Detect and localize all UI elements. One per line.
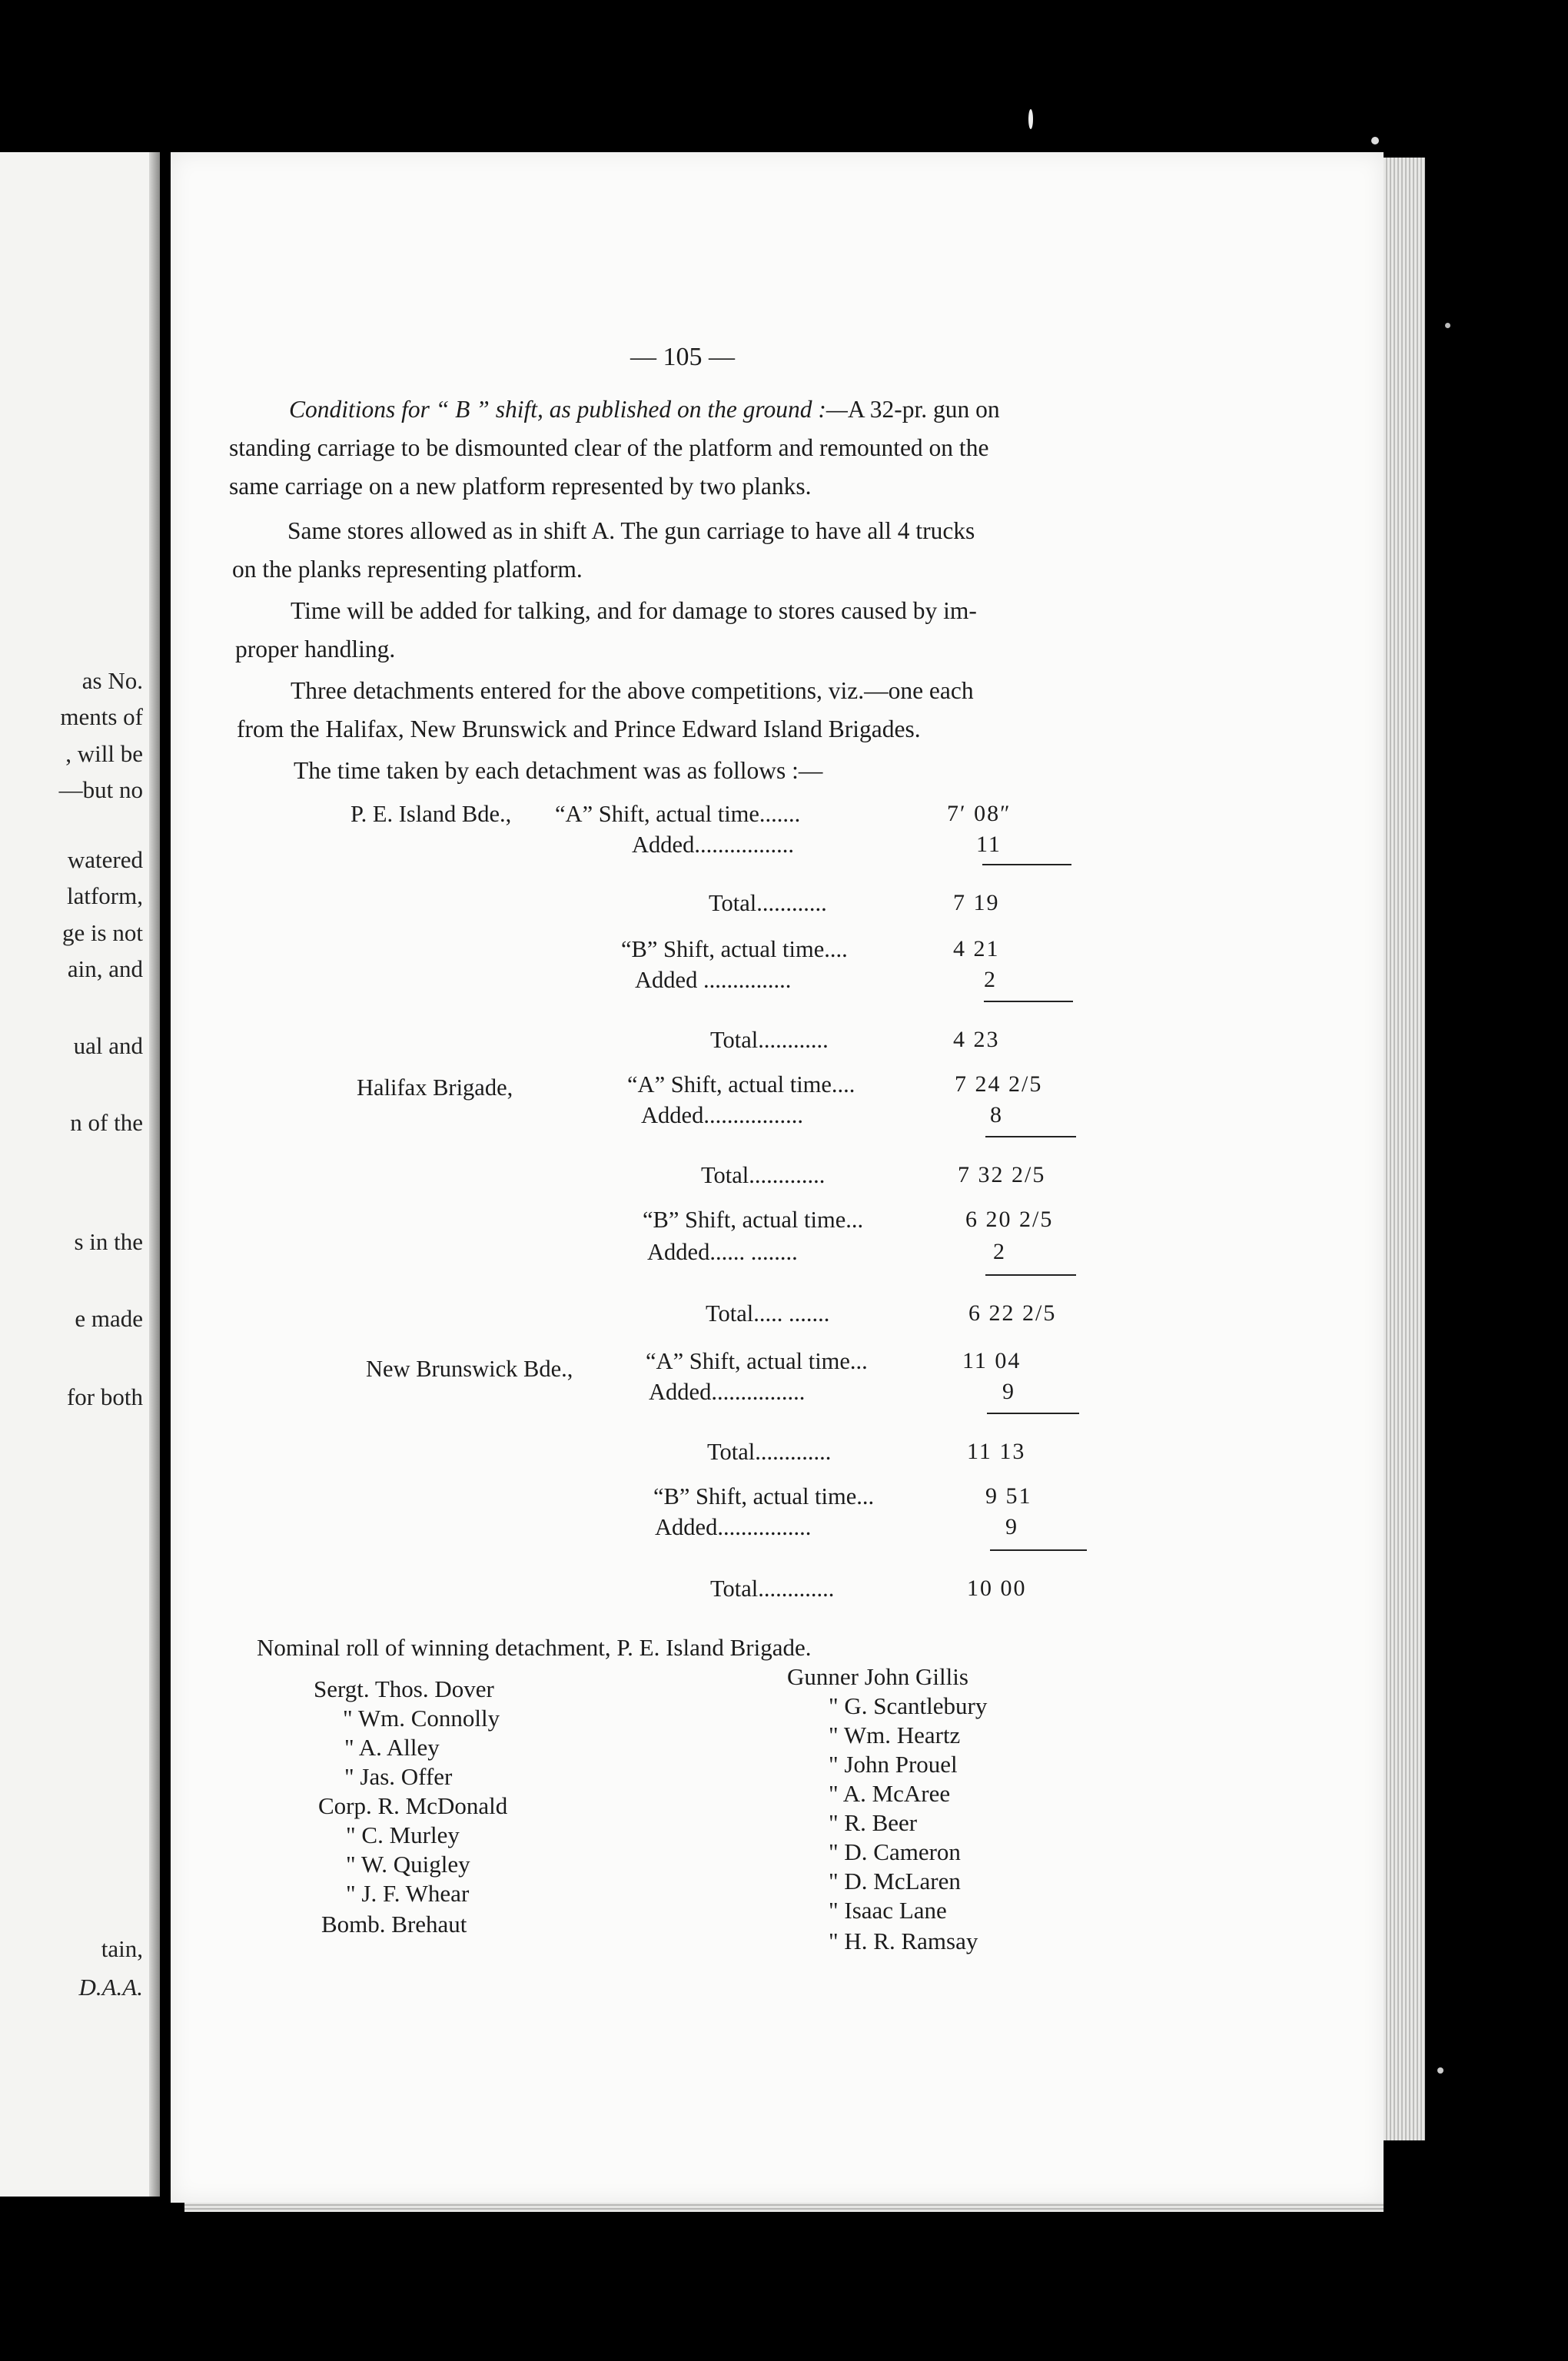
roll-entry: " G. Scantlebury <box>829 1692 988 1719</box>
scan-speck <box>1445 323 1450 328</box>
row-value: 11 13 <box>967 1439 1026 1464</box>
paragraph-line: on the planks representing platform. <box>232 556 583 583</box>
left-fragment-line: , will be <box>65 740 143 767</box>
roll-entry: " W. Quigley <box>346 1851 470 1878</box>
roll-entry: " C. Murley <box>346 1821 460 1848</box>
brigade-name: Halifax Brigade, <box>357 1074 513 1101</box>
row-value: 9 <box>1002 1379 1015 1404</box>
paragraph-line: from the Halifax, New Brunswick and Prince Edward Island Brigades. <box>237 716 921 742</box>
paragraph-line: The time taken by each detachment was as follows :— <box>294 757 823 784</box>
left-fragment-line: ain, and <box>67 955 143 982</box>
brigade-name: New Brunswick Bde., <box>366 1356 573 1382</box>
row-label: Total..... ....... <box>706 1300 830 1327</box>
sum-rule <box>985 1136 1076 1137</box>
roll-entry: " D. McLaren <box>829 1868 961 1894</box>
left-fragment-line: ual and <box>73 1032 143 1059</box>
left-fragment-line: for both <box>66 1383 143 1410</box>
roll-entry: " Jas. Offer <box>344 1763 453 1790</box>
left-page-fragment <box>0 152 160 2197</box>
row-label: “A” Shift, actual time....... <box>555 801 801 827</box>
row-value: 8 <box>990 1102 1003 1127</box>
left-fragment-line: watered <box>67 846 143 873</box>
roll-entry: " A. Alley <box>344 1734 440 1761</box>
row-value: 4 21 <box>953 936 1000 961</box>
scan-speck <box>1437 2067 1443 2074</box>
row-label: Added................. <box>632 832 794 858</box>
row-label: Added................ <box>649 1379 806 1405</box>
row-value: 7 24 2/5 <box>955 1071 1043 1097</box>
row-label: “B” Shift, actual time... <box>653 1483 875 1509</box>
row-label: Added................. <box>641 1102 803 1128</box>
roll-entry: Bomb. Brehaut <box>321 1911 467 1938</box>
sum-rule <box>984 1001 1073 1002</box>
row-label: Total............. <box>701 1162 826 1188</box>
paragraph-stores <box>232 512 975 589</box>
row-label: Total............ <box>710 1027 829 1053</box>
row-value: 4 23 <box>953 1027 1000 1052</box>
roll-entry: " J. F. Whear <box>346 1880 470 1907</box>
roll-entry: " Wm. Heartz <box>829 1722 961 1748</box>
row-label: Added...... ........ <box>647 1239 798 1265</box>
paragraph-line: Three detachments entered for the above competitions, viz.—one each <box>291 677 974 704</box>
left-fragment-line: ge is not <box>61 919 143 946</box>
sum-rule <box>987 1413 1079 1414</box>
roll-entry: " R. Beer <box>829 1809 918 1836</box>
row-value: 6 22 2/5 <box>968 1300 1057 1326</box>
row-value: 10 00 <box>967 1576 1027 1601</box>
left-fragment-line: n of the <box>70 1109 143 1136</box>
roll-entry: " John Prouel <box>829 1751 958 1778</box>
row-value: 11 <box>976 832 1002 857</box>
paragraph-line: Time will be added for talking, and for damage to stores caused by im- <box>291 597 977 624</box>
intro-line-1: A 32-pr. gun on <box>847 396 1000 423</box>
row-label: “A” Shift, actual time... <box>646 1348 868 1374</box>
paragraph-line: proper handling. <box>235 636 396 662</box>
roll-entry: " Isaac Lane <box>829 1897 947 1924</box>
paragraph-detachments <box>237 672 974 749</box>
roll-entry: Gunner John Gillis <box>787 1663 968 1690</box>
row-value: 7 19 <box>953 890 1000 915</box>
row-label: “B” Shift, actual time... <box>643 1207 864 1233</box>
row-label: “B” Shift, actual time.... <box>621 936 848 962</box>
row-value: 7′ 08″ <box>947 801 1012 826</box>
row-label: Total............. <box>707 1439 832 1465</box>
roll-entry: " A. McAree <box>829 1780 951 1807</box>
paragraph-time-added <box>235 592 977 669</box>
left-fragment-line: e made <box>75 1305 143 1332</box>
row-label: Total............ <box>709 890 827 916</box>
roll-entry: " H. R. Ramsay <box>829 1928 978 1954</box>
left-fragment-line: as No. <box>81 667 143 694</box>
sum-rule <box>985 1274 1076 1276</box>
intro-line-2: standing carriage to be dismounted clear of the platform and remounted on the <box>229 434 989 461</box>
sum-rule <box>990 1549 1087 1551</box>
page-edge-right <box>1384 158 1425 2140</box>
left-fragment-line: tain, <box>101 1935 143 1962</box>
intro-line-3: same carriage on a new platform represented by two planks. <box>229 473 812 500</box>
row-value: 9 51 <box>985 1483 1032 1509</box>
roll-entry: Sergt. Thos. Dover <box>314 1675 494 1702</box>
row-value: 11 04 <box>962 1348 1022 1373</box>
paragraph-line: Same stores allowed as in shift A. The gun carriage to have all 4 trucks <box>287 517 975 544</box>
book-page <box>171 152 1384 2203</box>
scan-speck <box>1028 109 1033 129</box>
roll-entry: " Wm. Connolly <box>343 1705 500 1732</box>
left-fragment-line: ments of <box>60 703 143 730</box>
roll-entry: " D. Cameron <box>829 1838 961 1865</box>
row-value: 6 20 2/5 <box>965 1207 1054 1232</box>
left-fragment-line: latform, <box>67 882 143 909</box>
row-value: 2 <box>993 1239 1006 1264</box>
left-fragment-line: —but no <box>58 776 143 803</box>
roll-entry: Corp. R. McDonald <box>318 1792 508 1819</box>
left-fragment-line: D.A.A. <box>78 1974 143 2001</box>
sum-rule <box>982 864 1071 865</box>
row-value: 7 32 2/5 <box>958 1162 1046 1187</box>
row-label: Total............. <box>710 1576 835 1602</box>
row-label: Added ............... <box>635 967 792 993</box>
paragraph-time-taken <box>294 752 822 790</box>
brigade-name: P. E. Island Bde., <box>350 801 512 827</box>
roll-heading: Nominal roll of winning detachment, P. E. Island Brigade. <box>257 1634 812 1661</box>
scan-speck <box>1371 137 1379 144</box>
left-page-gutter <box>149 152 160 2197</box>
row-label: Added................ <box>655 1514 812 1540</box>
intro-paragraph <box>229 390 1000 506</box>
row-value: 9 <box>1005 1514 1018 1539</box>
intro-italic-lead: Conditions for “ B ” shift, as published on the ground :— <box>289 396 848 423</box>
page-number: — 105 — <box>630 343 735 371</box>
left-fragment-line: s in the <box>74 1228 143 1255</box>
row-value: 2 <box>984 967 997 992</box>
row-label: “A” Shift, actual time.... <box>627 1071 855 1097</box>
